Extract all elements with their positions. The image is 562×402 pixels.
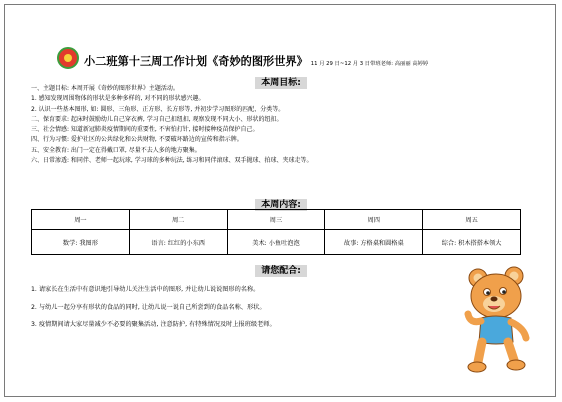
dates-teachers: 11 月 29 日~12 月 3 日带班老师: 高丽丽 高婷婷 — [310, 61, 429, 67]
goal-line: 三、社会情感: 知道新冠肺炎疫情期间的重要性, 不害怕打针, 接时接种疫苗保护自己。 — [31, 126, 259, 134]
day-cell: 周五 — [423, 210, 521, 230]
goal-line: 2. 认识一些基本图形, 如: 圆形、三角形、正方形、长方形等, 并初步学习图形的匹配、分类等。 — [31, 105, 285, 113]
weekly-content-table — [31, 209, 521, 255]
cooperation-heading: 请您配合: — [255, 265, 307, 277]
goal-line: 二、保育要求: 起床时鼓励幼儿自己穿衣裤, 学习自己扣纽扣, 观察发现不同大小、形状的纽扣。 — [31, 115, 283, 123]
goals-list — [31, 84, 531, 166]
goal-line: 五、安全教育: 出门一定在得戴口罩, 尽量不去人多的地方聚集。 — [31, 146, 201, 154]
kindergarten-logo-icon — [57, 47, 79, 69]
activity-cell: 故事: 方格桌和圆格桌 — [325, 230, 423, 255]
day-cell: 周二 — [129, 210, 227, 230]
bear-mascot-icon — [464, 266, 534, 376]
goal-line: 四、行为习惯: 爱护社区的公共绿化和公共财物, 不要破坏路边的宣传和指示牌。 — [31, 136, 243, 144]
goal-line: 1. 感知发现周围物体的形状是多种多样的, 对不同的形状感兴趣。 — [31, 95, 205, 103]
day-cell: 周一 — [32, 210, 130, 230]
activity-cell: 语言: 红红的小东西 — [129, 230, 227, 255]
list-item: 2. 与幼儿一起分享有形状的食品的同时, 让幼儿说一说自己所尝到的食品名称、形状。 — [31, 303, 266, 311]
content-heading: 本周内容: — [255, 199, 307, 211]
list-item: 1. 请家长在生活中有意识地引导幼儿关注生活中的图形, 并让幼儿说说图形的名称。 — [31, 286, 260, 293]
cooperation-list — [31, 281, 441, 334]
list-item: 3. 疫情期间请大家尽量减少不必要的聚集活动, 注意防护, 有特殊情况及时上报班级老师。 — [31, 321, 276, 328]
activity-cell: 数学: 我图形 — [32, 230, 130, 255]
goal-line: 六、日常渗透: 和同伴、老师一起玩球, 学习球的多种玩法, 练习和同伴滚球、双手抛球、拍球、夹球走等。 — [31, 157, 313, 165]
goal-line: 一、主题目标: 本周开展《奇妙的图形世界》主题活动。 — [31, 85, 179, 92]
day-cell: 周四 — [325, 210, 423, 230]
activity-cell: 综合: 积木搭搭本领大 — [423, 230, 521, 255]
day-cell: 周三 — [227, 210, 325, 230]
document-title: 小二班第十三周工作计划《奇妙的图形世界》 — [84, 54, 308, 68]
table-row — [32, 230, 521, 255]
activity-cell: 美术: 小鱼吐泡泡 — [227, 230, 325, 255]
table-header-row — [32, 210, 521, 230]
header-line — [84, 50, 554, 69]
goals-heading: 本周目标: — [255, 77, 307, 89]
